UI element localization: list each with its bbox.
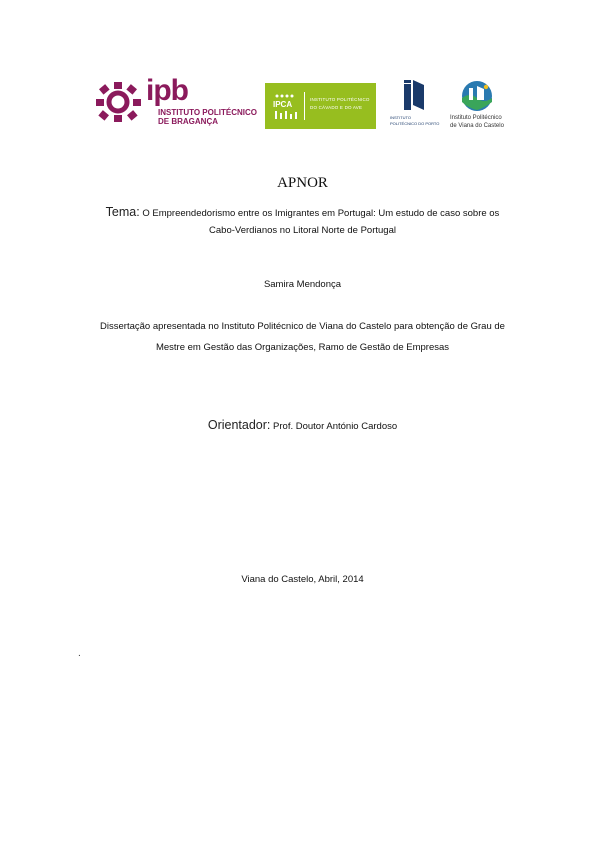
theme-label: Tema: [105,205,140,219]
ipb-emblem-icon [96,80,146,124]
dissertation-line2: Mestre em Gestão das Organizações, Ramo de Gestão de Empresas [155,342,450,353]
theme-text-line1: O Empreendedorismo entre os Imigrantes em Portugal: Um estudo de caso sobre os [142,208,500,219]
ipb-name-line1: INSTITUTO POLITÉCNICO [158,108,257,117]
ipca-dots-icon [275,92,297,100]
ipca-divider [304,92,305,120]
stray-mark: . [78,648,81,659]
ipca-logo [265,83,376,129]
ipb-abbr: ipb [146,74,188,107]
ipb-name-line2: DE BRAGANÇA [158,117,218,126]
ipp-name-line1: INSTITUTO [390,115,412,120]
ipca-name-line2: DO CÁVADO E DO AVE [310,105,363,110]
ipca-abbr: IPCA [273,100,293,109]
supervisor-name: Prof. Doutor António Cardoso [273,421,398,432]
ipvc-name-line2: de Viana do Castelo [450,123,504,129]
author-name: Samira Mendonça [263,279,342,290]
supervisor-label: Orientador: [207,418,271,432]
ipvc-emblem-icon [460,80,494,112]
theme-line1 [0,205,605,221]
place-date: Viana do Castelo, Abril, 2014 [241,574,364,585]
ipp-name-line2: POLITÉCNICO DO PORTO [390,121,440,126]
ipvc-logo [450,80,510,132]
ipvc-name-line1: Instituto Politécnico [450,115,502,121]
theme-text-line2: Cabo-Verdianos no Litoral Norte de Portugal [209,225,396,236]
ipca-bars-icon [275,111,299,119]
ipp-logo [390,80,440,130]
supervisor-line [0,417,605,435]
dissertation-line1: Dissertação apresentada no Instituto Politécnico de Viana do Castelo para obtenção de Grau de [100,321,505,332]
ipb-logo [96,74,257,130]
program-title: APNOR [277,175,328,191]
ipp-emblem-icon [402,80,426,110]
ipca-name-line1: INSTITUTO POLITÉCNICO [310,97,370,102]
